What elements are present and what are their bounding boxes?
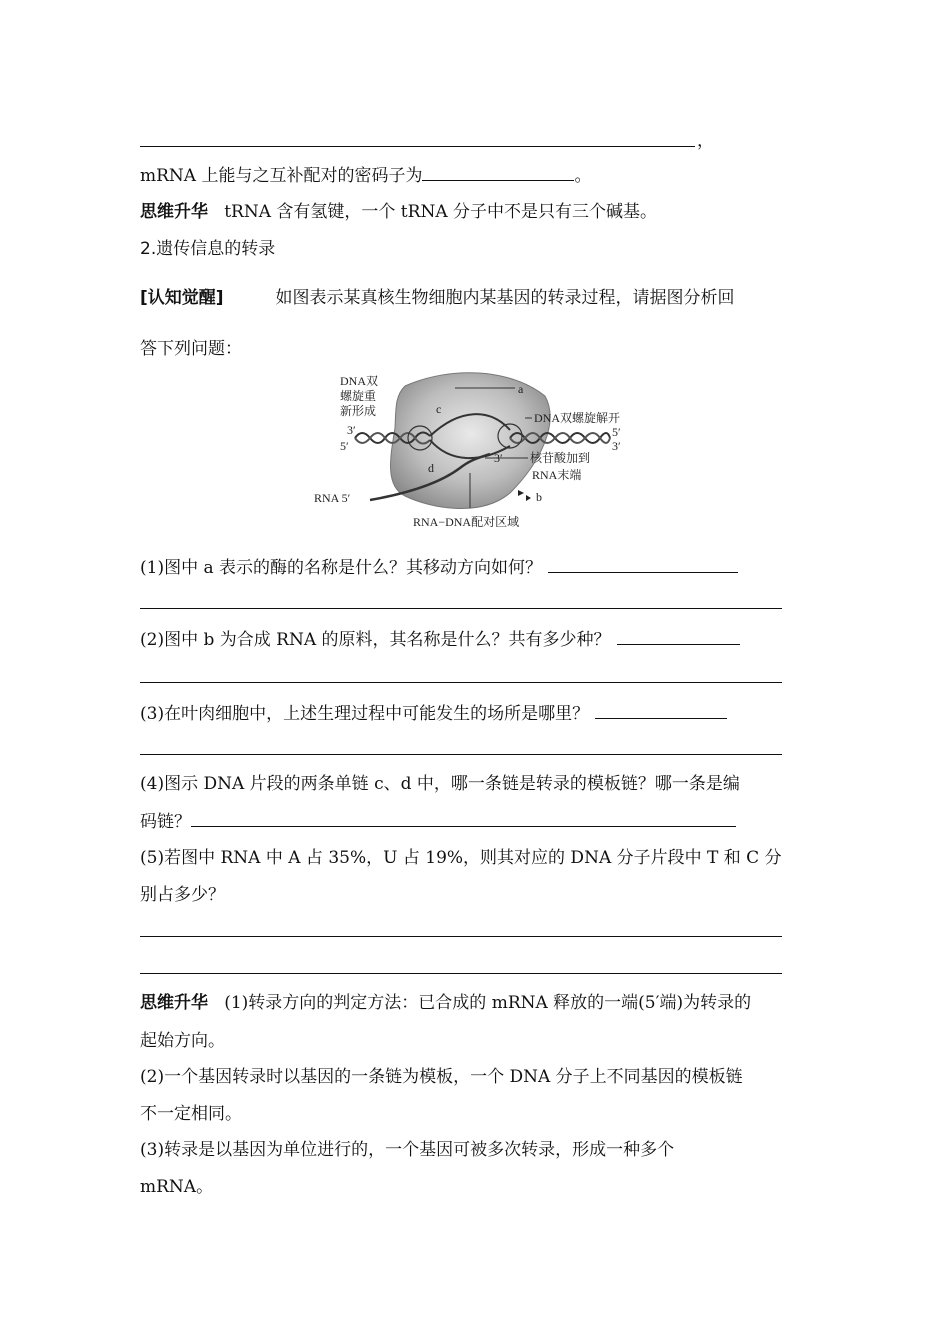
question-2-blank[interactable] <box>617 628 740 645</box>
label-inner-3: 3′ <box>494 451 503 465</box>
question-4-cont <box>140 810 736 833</box>
label-right-5: 5′ <box>612 425 621 439</box>
question-2-text: (2)图中 b 为合成 RNA 的原料，其名称是什么？共有多少种？ <box>140 630 611 650</box>
question-5-answer-line-2[interactable] <box>140 973 782 974</box>
transcription-diagram <box>310 368 645 533</box>
thinking-2-p3: (3)转录是以基因为单位进行的，一个基因可被多次转录，形成一种多个 <box>140 1140 675 1160</box>
question-1-text: (1)图中 a 表示的酶的名称是什么？其移动方向如何？ <box>140 558 543 578</box>
trailing-comma: ， <box>697 131 714 151</box>
svg-text:RNA末端: RNA末端 <box>532 468 582 482</box>
label-b: b <box>536 490 542 504</box>
question-3-text: (3)在叶肉细胞中，上述生理过程中可能发生的场所是哪里？ <box>140 704 590 724</box>
thinking-label: 思维升华 <box>140 202 208 222</box>
mrna-codon-question <box>140 164 591 187</box>
question-2-answer-line[interactable] <box>140 682 782 683</box>
label-a: a <box>518 382 524 396</box>
intro-paragraph-cont: 答下列问题： <box>140 339 242 359</box>
answer-blank-line[interactable] <box>140 146 695 147</box>
question-1 <box>140 556 738 579</box>
nucleotide-b-icon <box>518 490 524 496</box>
question-4: (4)图示 DNA 片段的两条单链 c、d 中，哪一条链是转录的模板链？哪一条是编 <box>140 774 740 794</box>
question-3 <box>140 702 727 725</box>
thinking-2-label: 思维升华 <box>140 993 208 1013</box>
question-3-blank[interactable] <box>595 702 727 719</box>
svg-text:新形成: 新形成 <box>340 404 377 418</box>
question-5-answer-line-1[interactable] <box>140 936 782 937</box>
thinking-text: tRNA 含有氢键，一个 tRNA 分子中不是只有三个碱基。 <box>224 202 657 222</box>
thinking-2-p2-cont: 不一定相同。 <box>140 1104 242 1124</box>
thinking-note-1 <box>140 201 657 223</box>
label-right-3: 3′ <box>612 439 621 453</box>
mrna-codon-text: mRNA 上能与之互补配对的密码子为 <box>140 166 423 186</box>
thinking-note-2 <box>140 992 751 1014</box>
label-left-3: 3′ <box>347 423 356 437</box>
question-2 <box>140 628 740 651</box>
thinking-2-p1-cont: 起始方向。 <box>140 1031 225 1051</box>
period: 。 <box>574 166 592 186</box>
question-5: (5)若图中 RNA 中 A 占 35%，U 占 19%，则其对应的 DNA 分子片段中 T 和 C 分 <box>140 848 782 868</box>
codon-answer-blank[interactable] <box>422 164 574 181</box>
label-dna-reform: DNA双 <box>340 374 378 388</box>
question-1-answer-line[interactable] <box>140 608 782 609</box>
label-rna5: RNA 5′ <box>314 491 351 505</box>
label-nucleotide: 核苷酸加到 <box>530 451 591 465</box>
thinking-2-p3-cont: mRNA。 <box>140 1177 214 1197</box>
question-4-cont-text: 码链？ <box>140 812 191 832</box>
label-d: d <box>428 461 434 475</box>
thinking-2-p1: (1)转录方向的判定方法：已合成的 mRNA 释放的一端(5′端)为转录的 <box>224 993 752 1013</box>
label-unwind: DNA双螺旋解开 <box>534 411 620 425</box>
thinking-2-p2: (2)一个基因转录时以基因的一条链为模板，一个 DNA 分子上不同基因的模板链 <box>140 1067 743 1087</box>
question-3-answer-line[interactable] <box>140 754 782 755</box>
question-5-cont: 别占多少？ <box>140 885 225 905</box>
label-pair-region: RNA−DNA配对区域 <box>413 515 520 529</box>
question-4-blank[interactable] <box>191 810 736 827</box>
section-title: 2.遗传信息的转录 <box>140 239 276 259</box>
intro-text: 如图表示某真核生物细胞内某基因的转录过程，请据图分析回 <box>275 288 735 308</box>
svg-text:螺旋重: 螺旋重 <box>340 389 377 403</box>
question-1-blank[interactable] <box>548 556 738 573</box>
intro-paragraph <box>140 287 735 309</box>
intro-label: [认知觉醒] <box>140 288 224 308</box>
label-c: c <box>436 402 442 416</box>
label-left-5: 5′ <box>340 439 349 453</box>
